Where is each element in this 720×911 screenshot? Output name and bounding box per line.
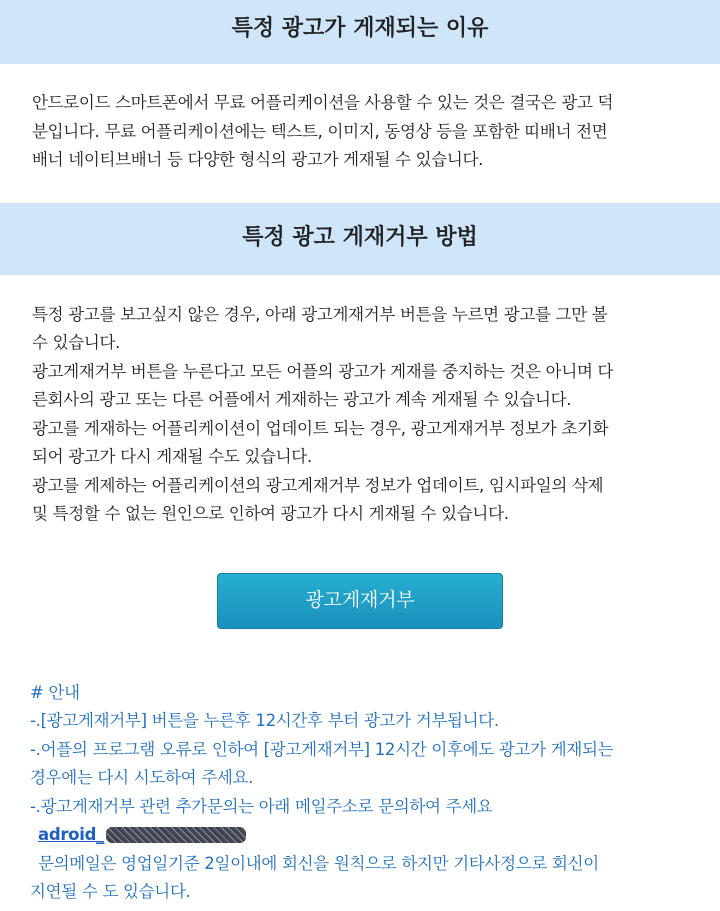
reason-line: 배너 네이티브배너 등 다양한 형식의 광고가 게재될 수 있습니다. xyxy=(32,150,484,169)
method-line: 및 특정할 수 없는 원인으로 인하여 광고가 다시 게재될 수 있습니다. xyxy=(32,504,509,523)
method-line: 광고게재거부 버튼을 누른다고 모든 어플의 광고가 게재를 중지하는 것은 아니며 다 xyxy=(32,361,614,381)
notice-line: 경우에는 다시 시도하여 주세요. xyxy=(30,768,254,787)
notice-line: -.[광고게재거부] 버튼을 누른후 12시간후 부터 광고가 거부됩니다. xyxy=(30,711,499,730)
reason-line: 안드로이드 스마트폰에서 무료 어플리케이션을 사용할 수 있는 것은 결국은 광고 덕 xyxy=(32,93,614,112)
contact-email-link[interactable]: adroid_ xyxy=(38,825,105,844)
notice-block xyxy=(0,679,720,907)
notice-line: 문의메일은 영업일기준 2일이내에 회신을 원칙으로 하지만 기타사정으로 회신이 xyxy=(38,853,599,873)
method-paragraph xyxy=(0,275,720,529)
method-line: 특정 광고를 보고싶지 않은 경우, 아래 광고게재거부 버튼을 누르면 광고를 그만 볼 xyxy=(32,304,608,324)
email-row xyxy=(30,821,690,850)
method-line: 수 있습니다. xyxy=(32,333,121,352)
button-container xyxy=(0,573,720,631)
redacted-email-scribble xyxy=(106,827,246,843)
method-line: 광고를 게재하는 어플리케이션이 업데이트 되는 경우, 광고게재거부 정보가 초기화 xyxy=(32,418,609,438)
reason-line: 분입니다. 무료 어플리케이션에는 텍스트, 이미지, 동영상 등을 포함한 띠배너 전면 xyxy=(32,121,608,141)
method-line: 른회사의 광고 또는 다른 어플에서 게재하는 광고가 계속 게재될 수 있습니다. xyxy=(32,390,572,409)
notice-line: -.어플의 프로그램 오류로 인하여 [광고게재거부] 12시간 이후에도 광고가 게재되는 xyxy=(30,739,614,759)
notice-heading: # 안내 xyxy=(30,682,80,702)
ad-refuse-button[interactable]: 광고게재거부 xyxy=(217,573,503,629)
reason-section-title: 특정 광고가 게재되는 이유 xyxy=(0,0,720,64)
method-line: 광고를 게제하는 어플리케이션의 광고게재거부 정보가 업데이트, 임시파일의 삭제 xyxy=(32,475,604,495)
notice-line: -.광고게재거부 관련 추가문의는 아래 메일주소로 문의하여 주세요 xyxy=(30,796,493,816)
method-section-title: 특정 광고 게재거부 방법 xyxy=(0,203,720,275)
notice-line: 지연될 수 도 있습니다. xyxy=(30,882,191,901)
reason-paragraph xyxy=(0,64,720,175)
method-line: 되어 광고가 다시 게재될 수도 있습니다. xyxy=(32,447,312,466)
